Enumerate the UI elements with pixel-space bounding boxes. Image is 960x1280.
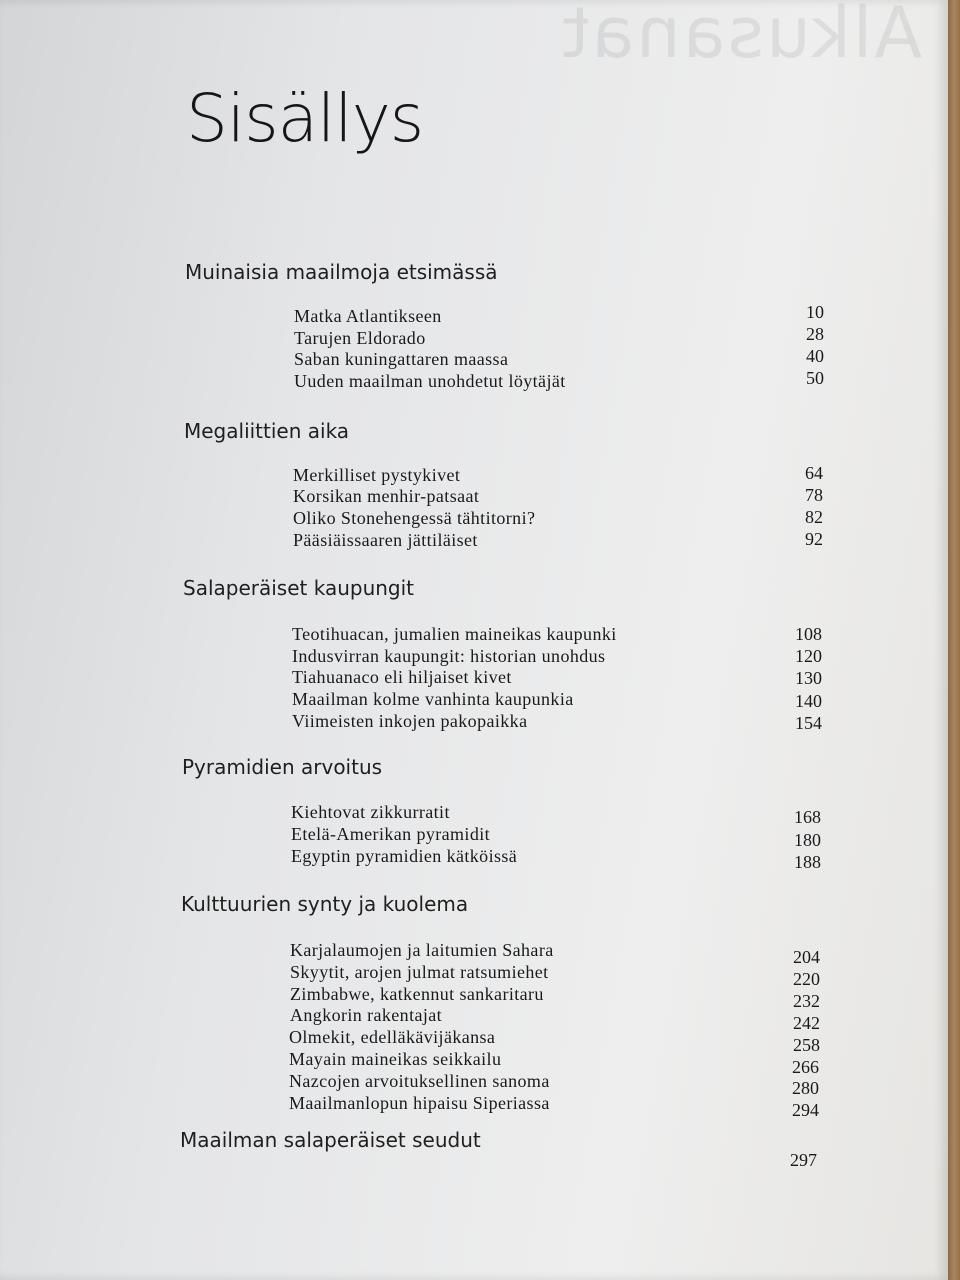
- toc-entry: Karjalaumojen ja laitumien Sahara: [290, 940, 554, 960]
- toc-page-number: 242: [793, 1013, 820, 1033]
- toc-page-number: 188: [794, 852, 821, 872]
- toc-page-number: 92: [805, 529, 823, 549]
- toc-page-number: 220: [793, 969, 820, 989]
- toc-entry: Viimeisten inkojen pakopaikka: [292, 711, 528, 731]
- toc-page-number: 297: [790, 1150, 817, 1170]
- toc-page-number: 64: [805, 463, 823, 483]
- toc-page-number: 280: [792, 1078, 819, 1098]
- toc-entry: Oliko Stonehengessä tähtitorni?: [293, 508, 536, 528]
- toc-page-number: 266: [792, 1057, 819, 1077]
- toc-entry: Kiehtovat zikkurratit: [291, 802, 450, 822]
- toc-entry: Nazcojen arvoituksellinen sanoma: [289, 1071, 550, 1091]
- book-edge: [948, 0, 960, 1280]
- toc-page-number: 168: [794, 807, 821, 827]
- toc-entry: Uuden maailman unohdetut löytäjät: [294, 371, 566, 391]
- toc-entry: Merkilliset pystykivet: [293, 465, 461, 485]
- toc-entry: Skyytit, arojen julmat ratsumiehet: [290, 962, 549, 982]
- toc-entry: Korsikan menhir-patsaat: [293, 486, 480, 506]
- toc-page-number: 130: [795, 668, 822, 688]
- toc-entry: Saban kuningattaren maassa: [294, 349, 509, 369]
- toc-page-number: 78: [805, 485, 823, 505]
- toc-page-number: 10: [806, 302, 824, 322]
- toc-entry: Angkorin rakentajat: [290, 1005, 443, 1025]
- toc-entry: Mayain maineikas seikkailu: [289, 1049, 502, 1069]
- toc-entry: Etelä-Amerikan pyramidit: [291, 824, 491, 844]
- toc-entry: Matka Atlantikseen: [294, 306, 442, 326]
- toc-page-number: 140: [795, 691, 822, 711]
- toc-page-number: 120: [795, 646, 822, 666]
- toc-entry: Olmekit, edelläkävijäkansa: [289, 1027, 496, 1047]
- section-title: Pyramidien arvoitus: [182, 755, 383, 779]
- toc-page-number: 40: [806, 346, 824, 366]
- section-title: Megaliittien aika: [184, 419, 350, 443]
- toc-entry: Pääsiäissaaren jättiläiset: [293, 530, 478, 550]
- toc-page-number: 154: [795, 713, 822, 733]
- toc-entry: Zimbabwe, katkennut sankaritaru: [290, 984, 544, 1004]
- toc-page-number: 204: [793, 947, 820, 967]
- section-title: Kulttuurien synty ja kuolema: [181, 892, 469, 916]
- section-title: Muinaisia maailmoja etsimässä: [185, 260, 498, 284]
- toc-page-number: 294: [792, 1100, 819, 1120]
- toc-page-number: 28: [806, 324, 824, 344]
- toc-page-number: 232: [793, 991, 820, 1011]
- toc-page-number: 180: [794, 830, 821, 850]
- section-title: Maailman salaperäiset seudut: [180, 1128, 481, 1152]
- toc-entry: Indusvirran kaupungit: historian unohdus: [292, 646, 606, 666]
- toc-page-number: 50: [806, 368, 824, 388]
- toc-page-number: 108: [795, 624, 822, 644]
- section-title: Salaperäiset kaupungit: [183, 576, 415, 600]
- toc-entry: Tarujen Eldorado: [294, 328, 426, 348]
- toc-entry: Maailmanlopun hipaisu Siperiassa: [289, 1093, 550, 1113]
- toc-entry: Egyptin pyramidien kätköissä: [291, 846, 518, 866]
- toc-page-number: 82: [805, 507, 823, 527]
- show-through-text: Alkusanat: [560, 0, 923, 74]
- toc-entry: Tiahuanaco eli hiljaiset kivet: [292, 667, 512, 687]
- page-title: Sisällys: [186, 80, 424, 157]
- toc-entry: Maailman kolme vanhinta kaupunkia: [292, 689, 574, 709]
- toc-page-number: 258: [793, 1035, 820, 1055]
- toc-entry: Teotihuacan, jumalien maineikas kaupunki: [292, 624, 617, 644]
